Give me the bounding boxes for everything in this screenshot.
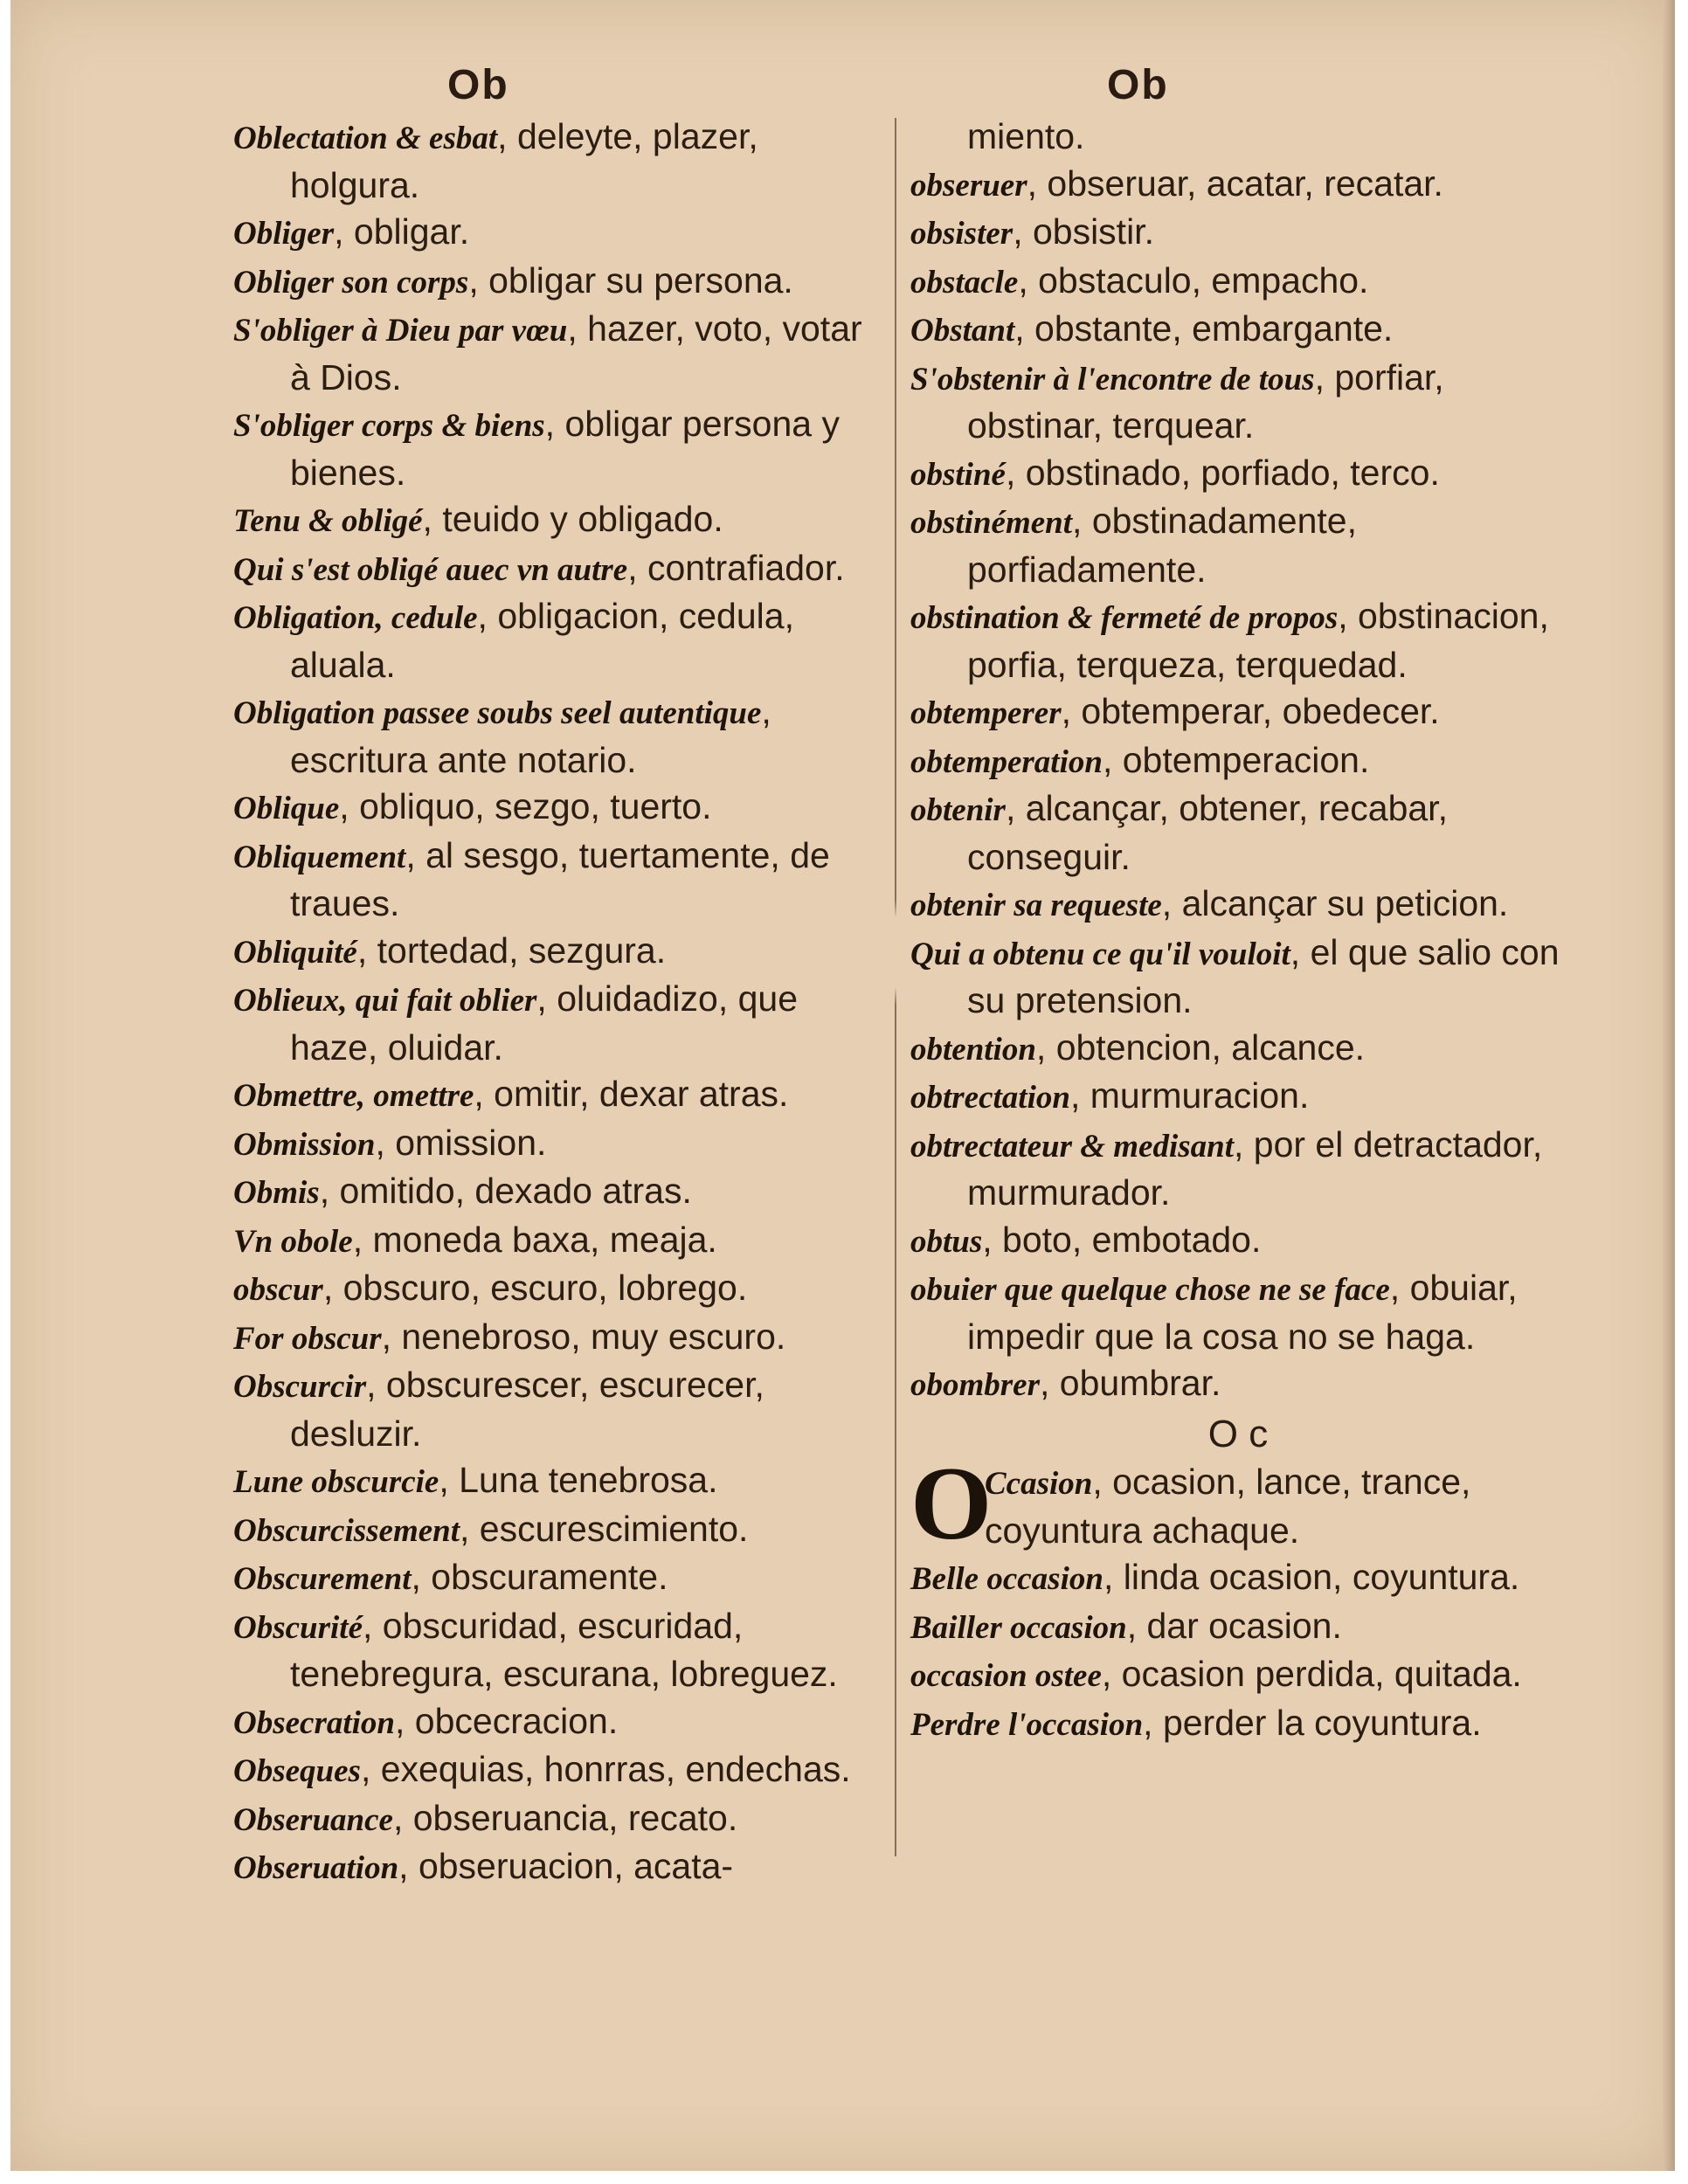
right-column-header: Ob (1107, 62, 1169, 108)
entry-translation: , obligar su persona. (468, 259, 793, 301)
entry-translation: , obstinadamente, porfiadamente. (967, 501, 1357, 590)
dictionary-entry (910, 114, 1566, 161)
entry-headword: obtemperation (910, 743, 1103, 780)
entry-translation: , obliquo, sezgo, tuerto. (339, 786, 712, 826)
drop-cap: O (910, 1445, 993, 1561)
dictionary-entry (910, 688, 1566, 737)
dictionary-entry (910, 1651, 1566, 1700)
dictionary-entry (910, 1700, 1566, 1749)
dictionary-entry (233, 1554, 889, 1603)
entry-translation: , alcançar su peticion. (1161, 883, 1509, 923)
entry-translation: , omission. (375, 1122, 547, 1163)
entry-translation: , escurescimiento. (460, 1508, 749, 1549)
entry-headword: Obseques (233, 1753, 361, 1789)
dictionary-entry (910, 355, 1566, 450)
dictionary-entry (910, 1554, 1566, 1603)
dictionary-entry (233, 1362, 889, 1457)
entry-translation: , obumbrar. (1040, 1363, 1221, 1403)
entry-headword: obtention (910, 1031, 1036, 1068)
dictionary-entry (910, 1603, 1566, 1652)
dictionary-entry (910, 1360, 1566, 1409)
entry-translation: , boto, embotado. (982, 1219, 1262, 1260)
entry-headword: obstinément (910, 505, 1073, 541)
entry-headword: S'obstenir à l'encontre de tous (910, 361, 1315, 397)
entry-translation: , oluidadizo, que haze, oluidar. (290, 978, 799, 1068)
entry-translation: , obscuridad, escuridad, tenebregura, escurana, lobreguez. (290, 1605, 838, 1694)
right-column-ob-entries (910, 114, 1566, 1409)
dictionary-entry (910, 1265, 1566, 1360)
dictionary-entry (910, 209, 1566, 258)
entry-translation: , por el detractador, murmurador. (967, 1123, 1543, 1213)
dictionary-entry (233, 1603, 889, 1698)
entry-headword: Bailler occasion (910, 1609, 1127, 1646)
entry-translation: , obligar persona y bienes. (290, 404, 840, 493)
entry-translation: , obuiar, impedir que la cosa no se haga. (967, 1268, 1518, 1357)
entry-headword: Qui a obtenu ce qu'il vouloit (910, 936, 1290, 972)
entry-headword: Obscurcir (233, 1369, 367, 1405)
dictionary-entry (233, 1698, 889, 1747)
entry-headword: For obscur (233, 1320, 382, 1357)
entry-translation: , obstante, embargante. (1014, 308, 1394, 349)
entry-headword: Obseruance (233, 1801, 393, 1838)
entry-headword: Obliquité (233, 934, 357, 971)
entry-translation: , obstaculo, empacho. (1018, 259, 1369, 301)
dictionary-entry (910, 593, 1566, 688)
entry-translation: , contrafiador. (627, 547, 845, 588)
entry-headword: obtenir (910, 792, 1006, 828)
entry-translation: , perder la coyuntura. (1143, 1702, 1482, 1743)
entry-translation: , nenebroso, muy escuro. (381, 1316, 786, 1357)
entry-translation: miento. (967, 116, 1085, 156)
entry-headword: obombrer (910, 1367, 1040, 1403)
entry-translation: , obtemperar, obedecer. (1061, 691, 1440, 731)
entry-headword: Obmettre, omettre (233, 1078, 474, 1114)
dictionary-entry (233, 1120, 889, 1169)
entry-translation: , omitido, dexado atras. (319, 1171, 692, 1211)
dictionary-entry (233, 1217, 889, 1266)
entry-translation: , obstinado, porfiado, terco. (1005, 452, 1440, 493)
entry-translation: , Luna tenebrosa. (439, 1460, 718, 1500)
entry-headword: Obseruation (233, 1850, 399, 1886)
entry-translation: , ocasion perdida, quitada. (1101, 1654, 1522, 1694)
entry-headword: Lune obscurcie (233, 1464, 439, 1500)
entry-translation: , obseruacion, acata- (398, 1846, 734, 1886)
entry-headword: Oblieux, qui fait oblier (233, 983, 537, 1019)
dictionary-entry (910, 1122, 1566, 1217)
entry-translation: , dar ocasion. (1126, 1605, 1342, 1646)
dictionary-entry (233, 1457, 889, 1506)
dictionary-entry (233, 209, 889, 258)
dictionary-entry (910, 258, 1566, 307)
entry-headword: Belle occasion (910, 1561, 1103, 1597)
dictionary-entry (910, 737, 1566, 786)
right-column (910, 114, 1566, 1748)
entry-translation: , moneda baxa, meaja. (352, 1219, 717, 1260)
entry-headword: Obliquement (233, 839, 406, 875)
entry-translation: , exequias, honrras, endechas. (360, 1749, 851, 1789)
dictionary-entry (233, 1843, 889, 1892)
entry-headword: Obscurité (233, 1609, 363, 1646)
entry-translation: , obseruar, acatar, recatar. (1027, 162, 1443, 204)
entry-headword: Oblectation & esbat (233, 121, 498, 156)
entry-headword: obstination & fermeté de propos (910, 600, 1339, 636)
entry-translation: , murmuracion. (1069, 1075, 1310, 1116)
dictionary-entry (233, 928, 889, 977)
entry-translation: , porfiar, obstinar, terquear. (967, 356, 1444, 446)
entry-translation: , teuido y obligado. (422, 499, 723, 539)
entry-headword: Obmis (233, 1175, 320, 1211)
left-column-header: Ob (447, 62, 509, 108)
dictionary-entry (233, 545, 889, 594)
entry-translation: , hazer, voto, votar à Dios. (290, 308, 862, 397)
entry-headword: obtus (910, 1223, 983, 1260)
entry-translation: , obtencion, alcance. (1035, 1026, 1366, 1068)
dictionary-entry (233, 1265, 889, 1314)
page-edge (1663, 0, 1675, 2171)
entry-translation: , obscuro, escuro, lobrego. (322, 1268, 748, 1308)
dictionary-entry (910, 1217, 1566, 1266)
entry-headword: S'obliger à Dieu par vœu (233, 313, 568, 349)
entry-headword: obstiné (910, 456, 1006, 493)
entry-translation: , obsistir. (1013, 211, 1154, 252)
dictionary-entry (233, 593, 889, 688)
dictionary-entry (910, 1073, 1566, 1122)
entry-translation: , omitir, dexar atras. (474, 1074, 789, 1114)
dictionary-entry (910, 1445, 1566, 1561)
entry-translation: , obtemperacion. (1102, 739, 1370, 780)
entry-headword: obuier que quelque chose ne se face (910, 1272, 1390, 1308)
entry-headword: obstacle (910, 264, 1019, 301)
entry-headword: occasion ostee (910, 1658, 1102, 1694)
entry-headword: Obliger (233, 216, 335, 252)
section-heading-oc: O c (1207, 1412, 1269, 1455)
entry-headword: obsister (910, 216, 1013, 252)
entry-headword: obtemperer (910, 695, 1062, 731)
entry-headword: obtrectation (910, 1080, 1070, 1116)
dictionary-entry (910, 785, 1566, 881)
dictionary-entry (910, 306, 1566, 355)
entry-translation: , deleyte, plazer, holgura. (290, 116, 758, 205)
dictionary-entry (910, 930, 1566, 1025)
entry-translation: , alcançar, obtener, recabar, conseguir. (967, 788, 1448, 877)
dictionary-entry (233, 496, 889, 545)
dictionary-entry (910, 161, 1566, 210)
dictionary-page (10, 0, 1675, 2171)
dictionary-entry (233, 1506, 889, 1555)
right-column-oc-entries (910, 1554, 1566, 1748)
entry-headword: Ccasion (985, 1466, 1093, 1502)
left-column (233, 114, 889, 1892)
entry-headword: Oblique (233, 791, 340, 826)
dictionary-entry (233, 688, 889, 784)
dictionary-entry (233, 1071, 889, 1120)
entry-headword: Obligation passee soubs seel autentique (233, 695, 762, 731)
entry-translation: , ocasion, lance, trance, coyuntura achaque. (985, 1462, 1471, 1551)
entry-headword: obtenir sa requeste (910, 888, 1162, 923)
dictionary-entry (910, 881, 1566, 930)
dictionary-entry (233, 401, 889, 496)
dictionary-entry (910, 498, 1566, 593)
entry-headword: obscur (233, 1272, 323, 1308)
dictionary-entry (233, 306, 889, 401)
entry-headword: Obscurement (233, 1561, 412, 1597)
entry-translation: , obcecracion. (395, 1700, 619, 1741)
entry-translation: , linda ocasion, coyuntura. (1103, 1557, 1520, 1597)
dictionary-entry (233, 1314, 889, 1363)
entry-translation: , obligacion, cedula, aluala. (290, 596, 794, 685)
entry-translation: , obstinacion, porfia, terqueza, terquedad. (967, 596, 1549, 685)
entry-headword: Obligation, cedule (233, 600, 478, 636)
dictionary-entry (233, 258, 889, 307)
dictionary-entry (233, 1746, 889, 1795)
entry-translation: , al sesgo, tuertamente, de traues. (290, 834, 830, 923)
entry-headword: Vn obole (233, 1223, 353, 1260)
entry-translation: , obscurescer, escurecer, desluzir. (290, 1365, 764, 1454)
entry-headword: Qui s'est obligé auec vn autre (233, 551, 628, 588)
dictionary-entry (233, 976, 889, 1071)
dictionary-entry (910, 1025, 1566, 1074)
entry-headword: S'obliger corps & biens (233, 408, 545, 444)
entry-headword: obtrectateur & medisant (910, 1128, 1234, 1165)
dictionary-entry (233, 1795, 889, 1844)
dictionary-entry (233, 1168, 889, 1217)
dictionary-entry (233, 114, 889, 209)
entry-headword: Tenu & obligé (233, 503, 423, 539)
dictionary-entry (233, 784, 889, 833)
entry-headword: Obscurcissement (233, 1512, 460, 1549)
entry-headword: Obsecration (233, 1704, 395, 1741)
entry-translation: , obligar. (334, 211, 470, 252)
entry-translation: , tortedad, sezgura. (356, 930, 667, 971)
dictionary-entry (910, 450, 1566, 499)
entry-translation: , obseruancia, recato. (392, 1797, 738, 1838)
entry-translation: , escritura ante notario. (290, 691, 771, 780)
entry-headword: Obliger son corps (233, 264, 469, 301)
entry-headword: obseruer (910, 167, 1027, 204)
dictionary-entry (233, 833, 889, 928)
column-divider (895, 118, 896, 1856)
entry-headword: Obmission (233, 1126, 376, 1163)
entry-translation: , obscuramente. (411, 1557, 668, 1597)
entry-translation: , el que salio con su pretension. (967, 931, 1560, 1020)
entry-headword: Obstant (910, 313, 1015, 349)
entry-headword: Perdre l'occasion (910, 1706, 1144, 1743)
